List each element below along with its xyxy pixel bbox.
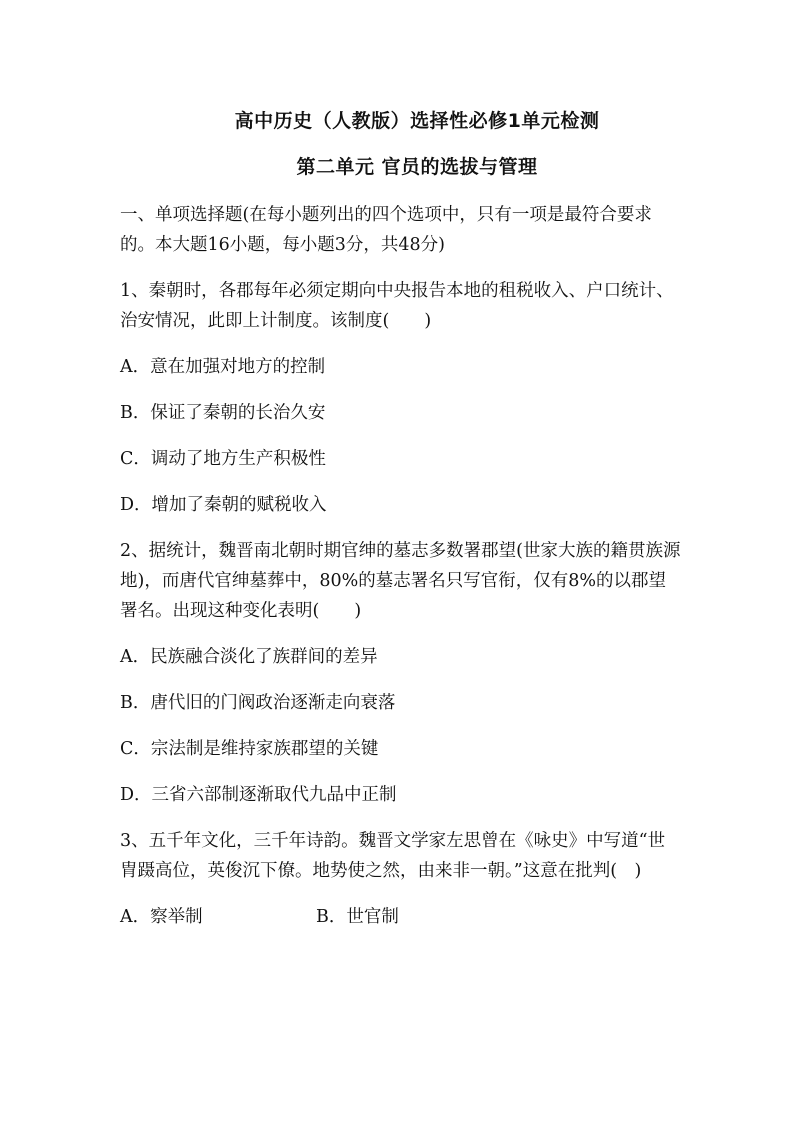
question-stem: 3、五千年文化，三千年诗韵。魏晋文学家左思曾在《咏史》中写道“世胄蹑高位，英俊沉下僚。地势使之然，由来非一朝。”这意在批判( ) (120, 831, 666, 881)
document-body (120, 200, 682, 948)
option-b: B．保证了秦朝的长治久安 (120, 403, 326, 423)
option-a: A．民族融合淡化了族群间的差异 (120, 647, 378, 667)
option-row (120, 902, 682, 932)
question-2 (120, 536, 682, 810)
question-3 (120, 826, 682, 932)
unit-subtitle: 第二单元 官员的选拔与管理 (296, 156, 538, 178)
question-stem: 1、秦朝时，各郡每年必须定期向中央报告本地的租税收入、户口统计、治安情况，此即上计制度。该制度( ) (120, 281, 674, 331)
section-heading: 一、单项选择题(在每小题列出的四个选项中，只有一项是最符合要求的。本大题16小题，每小题3分，共48分) (120, 205, 652, 255)
question-1 (120, 276, 682, 520)
document-title: 高中历史（人教版）选择性必修1单元检测 (234, 110, 600, 132)
question-stem: 2、据统计，魏晋南北朝时期官绅的墓志多数署郡望(世家大族的籍贯族源地)，而唐代官绅墓葬中，80%的墓志署名只写官衔，仅有8%的以郡望署名。出现这种变化表明( ) (120, 541, 681, 621)
option-c: C．宗法制是维持家族郡望的关键 (120, 739, 379, 759)
option-d: D．三省六部制逐渐取代九品中正制 (120, 785, 397, 805)
option-c: C．调动了地方生产积极性 (120, 449, 326, 469)
option-b: B．唐代旧的门阀政治逐渐走向衰落 (120, 693, 396, 713)
option-a: A．察举制 (120, 907, 203, 927)
option-a: A．意在加强对地方的控制 (120, 357, 326, 377)
option-b: B．世官制 (316, 907, 399, 927)
option-d: D．增加了秦朝的赋税收入 (120, 495, 327, 515)
